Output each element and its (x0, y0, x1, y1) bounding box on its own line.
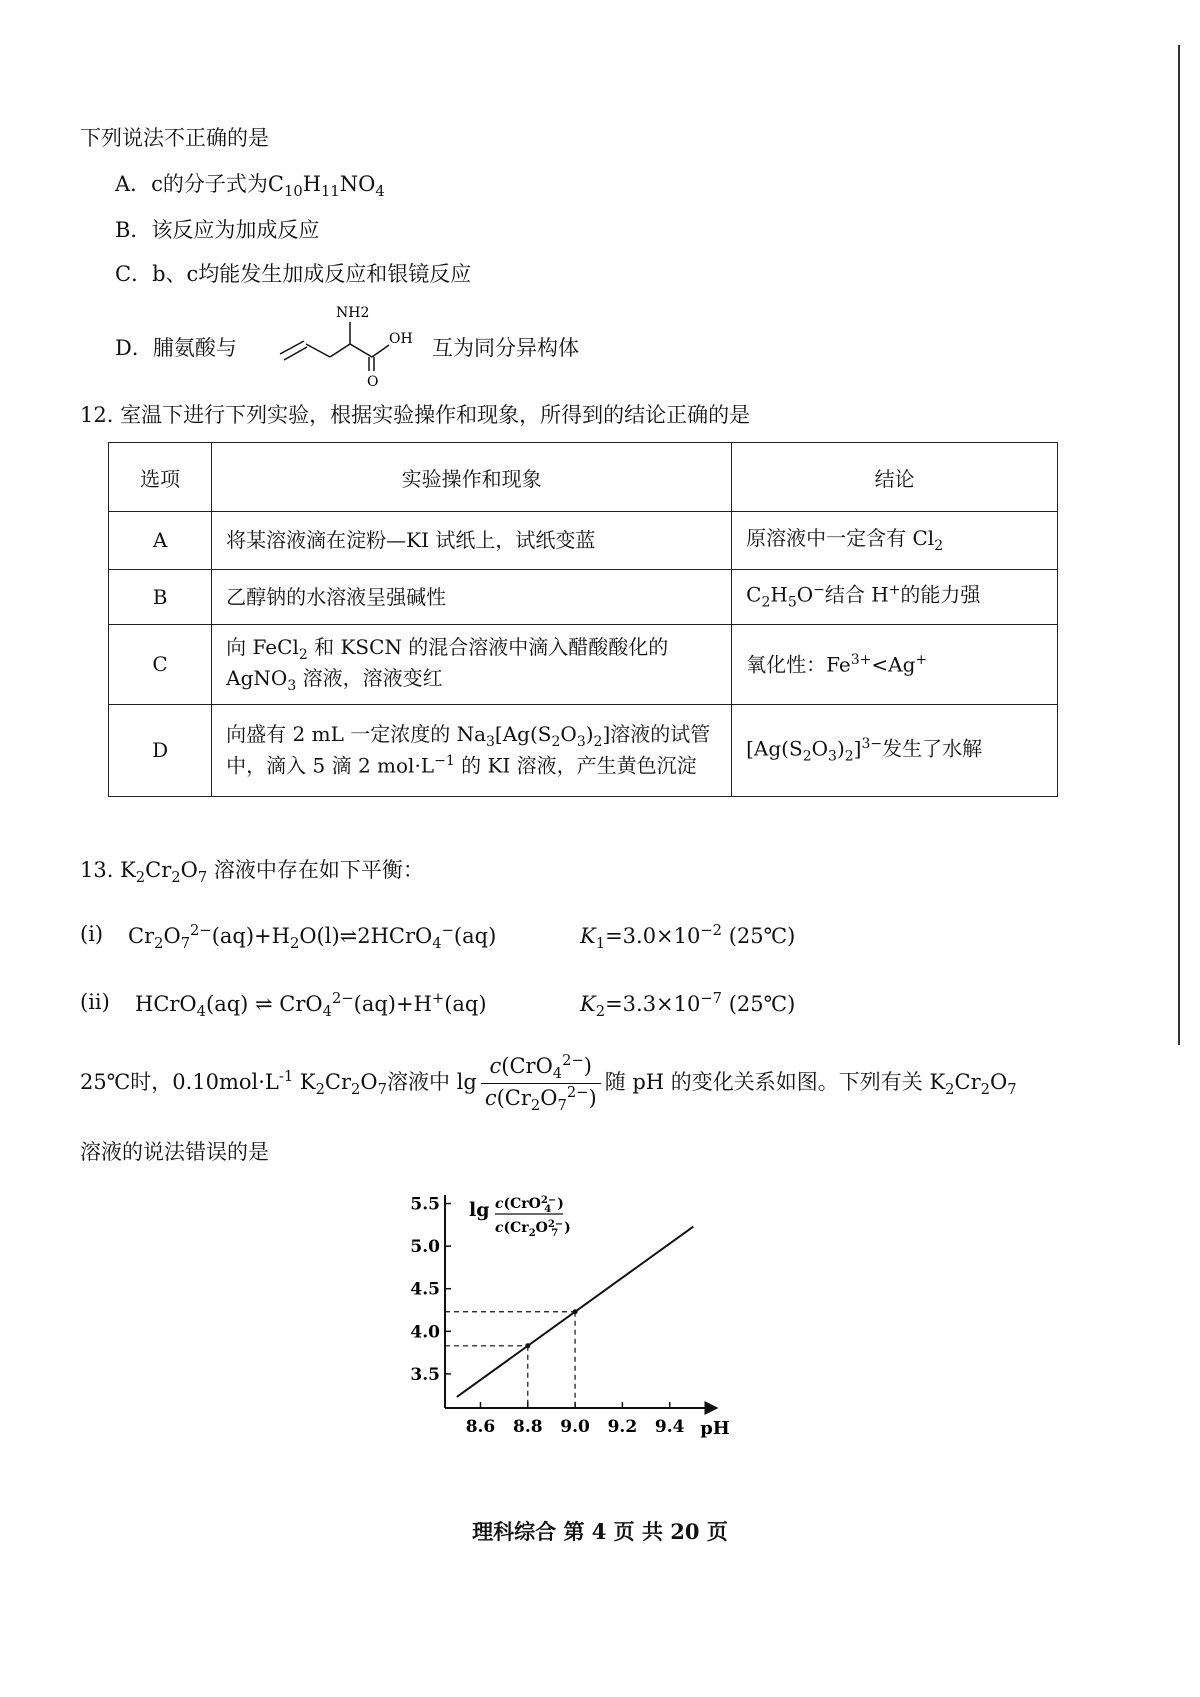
row-option: C (109, 625, 212, 705)
row-experiment: 向 FeCl$_2$ 和 KSCN 的混合溶液中滴入醋酸酸化的 AgNO$_3$ 溶液，溶液变红 (212, 625, 732, 705)
scan-edge-line (1178, 45, 1180, 1045)
eq2-label: (ii) (80, 990, 110, 1014)
structure-diagram (272, 298, 422, 390)
ph-line-chart (405, 1190, 735, 1445)
q13-description: 25℃时，$0.10mol\cdot L^{-1}$ $K_2Cr_2O_7$溶液中 lg $\frac{c(CrO_4^{2-})}{c(Cr_2O_7^{2-})}$ 随 pH 的变化关系如图。下列有关 $K_2Cr_2O_7$ (80, 1052, 1017, 1115)
row-experiment: 向盛有 2 mL 一定浓度的 $Na_3[Ag(S_2O_3)_2]$溶液的试管中，滴入 5 滴 2 $mol\cdot L^{-1}$ 的 KI 溶液，产生黄色沉淀 (212, 705, 732, 797)
y-tick-label: 5.0 (410, 1237, 440, 1258)
x-tick-label: 8.8 (512, 1417, 543, 1437)
q11-option-d: D．脯氨酸与 (115, 336, 237, 360)
carbonyl-o-label: O (367, 374, 379, 390)
x-tick-label: 9.0 (560, 1417, 590, 1437)
row-experiment: 将某溶液滴在淀粉—KI 试纸上，试纸变蓝 (212, 512, 732, 570)
data-point (573, 1309, 578, 1314)
y-tick-label: 3.5 (410, 1364, 440, 1385)
header-option: 选项 (109, 443, 212, 512)
row-option: D (109, 705, 212, 797)
table-row (109, 625, 1058, 705)
header-conclusion: 结论 (732, 443, 1058, 512)
row-option: A (109, 512, 212, 570)
row-conclusion: 氧化性：$Fe^{3+}<Ag^+$ (732, 625, 1058, 705)
eq1-constant: $K_1=3.0\times 10^{-2}$ (25℃) (580, 922, 796, 953)
x-tick-label: 8.6 (465, 1417, 496, 1437)
q12-stem: 12. 室温下进行下列实验，根据实验操作和现象，所得到的结论正确的是 (80, 403, 751, 427)
data-point (525, 1343, 530, 1348)
y-axis-label-lg: lg (469, 1199, 490, 1221)
q11-option-c: C．b、c均能发生加成反应和银镜反应 (115, 262, 472, 286)
table-header-row (109, 443, 1058, 512)
q11-option-a: A．c的分子式为$C_{10}H_{11}NO_4$ (115, 172, 385, 201)
concentration-fraction: $\frac{c(CrO_4^{2-})}{c(Cr_2O_7^{2-})}$ (481, 1052, 601, 1115)
svg-text:c(CrO2−4): c(CrO$^{2-}$ 4 ) (495, 1195, 564, 1215)
q11-option-b: B．该反应为加成反应 (115, 218, 320, 242)
y-tick-label: 4.5 (410, 1279, 440, 1300)
table-row (109, 705, 1058, 797)
table-row (109, 512, 1058, 570)
row-experiment: 乙醇钠的水溶液呈强碱性 (212, 570, 732, 625)
q13-stem: 13. $K_2Cr_2O_7$ 溶液中存在如下平衡： (80, 858, 424, 887)
svg-text:c(Cr2O2−7): $c(Cr_2O^{2-}$ 7 ) (495, 1219, 571, 1239)
eq2-constant: $K_2=3.3\times 10^{-7}$ (25℃) (580, 990, 796, 1021)
page-footer: 理科综合 第 4 页 共 20 页 (472, 1519, 728, 1544)
oh-label: OH (389, 331, 413, 347)
header-experiment: 实验操作和现象 (212, 443, 732, 512)
x-tick-label: 9.4 (654, 1417, 685, 1437)
q11-option-d-tail: 互为同分异构体 (432, 336, 579, 360)
eq1-label: (i) (80, 922, 104, 946)
row-option: B (109, 570, 212, 625)
q13-question: 溶液的说法错误的是 (80, 1140, 269, 1164)
q12-table (108, 442, 1058, 797)
x-tick-label: 9.2 (607, 1417, 638, 1437)
table-row (109, 570, 1058, 625)
y-axis-label-fraction (495, 1195, 571, 1239)
nh2-label: NH2 (336, 305, 370, 321)
eq2-reaction: HCrO$_4$(aq) ⇌ CrO$_4^{2-}$(aq)+H+(aq) (135, 990, 487, 1021)
y-tick-label: 4.0 (410, 1322, 440, 1343)
y-tick-label: 5.5 (410, 1194, 440, 1215)
row-conclusion: $C_2H_5O^-$结合 H+的能力强 (732, 570, 1058, 625)
x-axis-label: pH (700, 1418, 730, 1439)
row-conclusion: 原溶液中一定含有 $Cl_2$ (732, 512, 1058, 570)
eq1-reaction: $Cr_2O_7^{2-}(aq)+H_2O(l)\rightleftharpoons 2HCrO_4^-(aq)$ (128, 922, 497, 953)
q11-stem: 下列说法不正确的是 (80, 126, 269, 150)
row-conclusion: $[Ag(S_2O_3)_2]^{3-}$发生了水解 (732, 705, 1058, 797)
